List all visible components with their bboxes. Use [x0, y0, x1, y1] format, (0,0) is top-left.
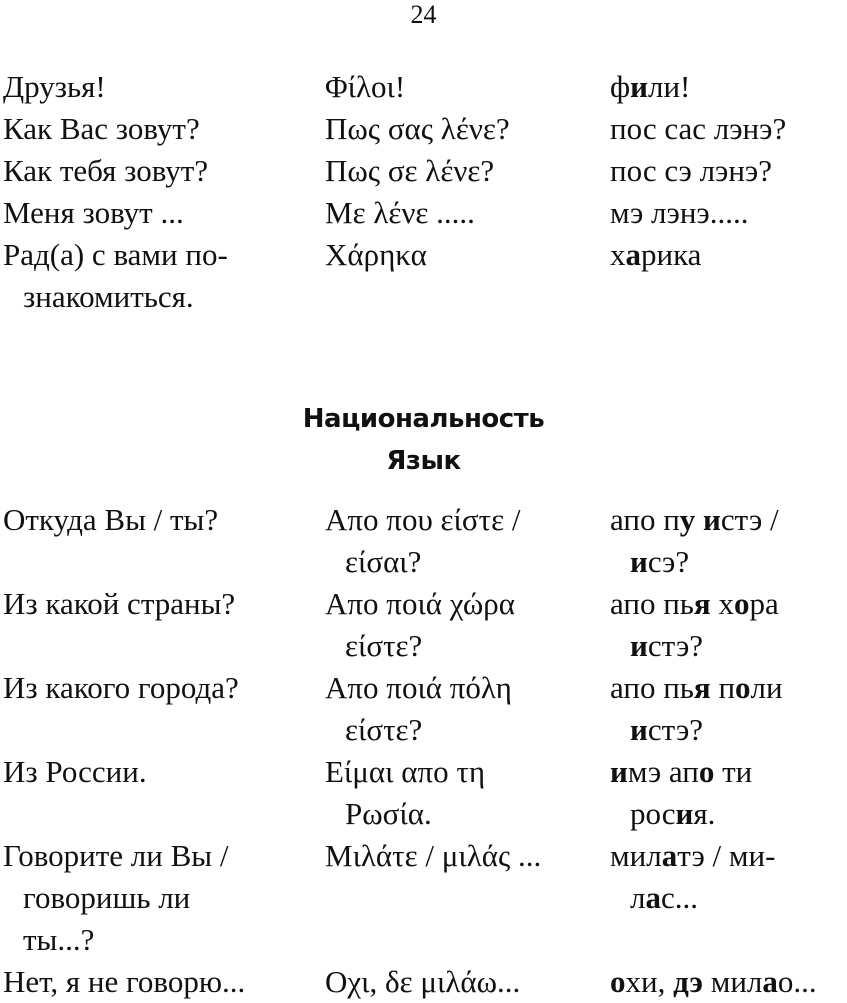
russian-phrase [3, 835, 303, 961]
transcription [610, 108, 847, 150]
greek-phrase [325, 150, 595, 192]
stressed-syllable: о [733, 586, 750, 621]
greek-phrase-line: Απο ποιά χώρα [325, 586, 515, 621]
stressed-syllable: дэ [673, 964, 703, 999]
transcription [610, 961, 847, 1003]
russian-phrase [3, 667, 303, 709]
russian-phrase [3, 66, 303, 108]
phrase-row [0, 108, 847, 150]
greek-phrase [325, 66, 595, 108]
greek-phrase-line: Είμαι απο τη [325, 754, 486, 789]
transcription-line: пос сас лэнэ? [610, 111, 787, 146]
russian-phrase-line: Рад(а) с вами по- [3, 237, 228, 272]
russian-phrase [3, 751, 303, 793]
stressed-syllable: и [703, 502, 721, 537]
stressed-syllable: и [675, 796, 694, 831]
stressed-syllable: я [693, 670, 711, 705]
transcription-line: истэ? [630, 712, 704, 747]
stressed-syllable: и [630, 628, 648, 663]
russian-phrase-line: знакомиться. [23, 279, 194, 314]
greek-phrase [325, 192, 595, 234]
stressed-syllable: о [735, 670, 751, 705]
greek-phrase-line: είστε? [345, 712, 423, 747]
russian-phrase-line: Из какого города? [3, 670, 239, 705]
russian-phrase-line: Как Вас зовут? [3, 111, 200, 146]
transcription-line: росия. [630, 796, 716, 831]
transcription-line: охи, дэ милао... [610, 964, 817, 999]
russian-phrase [3, 108, 303, 150]
stressed-syllable: у [679, 502, 696, 537]
stressed-syllable: а [625, 237, 641, 272]
greek-phrase-line: Χάρηκα [325, 237, 427, 272]
transcription [610, 66, 847, 108]
greek-phrase [325, 835, 595, 877]
greek-phrase-line: Μιλάτε / μιλάς ... [325, 838, 542, 873]
greek-phrase-line: Απο ποιά πόλη [325, 670, 512, 705]
transcription [610, 234, 847, 276]
stressed-syllable: и [610, 754, 628, 789]
transcription-line: милатэ / ми- [610, 838, 776, 873]
phrase-row [0, 150, 847, 192]
russian-phrase-line: Из какой страны? [3, 586, 236, 621]
russian-phrase-line: Говорите ли Вы / [3, 838, 229, 873]
greek-phrase-line: είστε? [345, 628, 423, 663]
russian-phrase [3, 234, 303, 318]
stressed-syllable: и [630, 544, 648, 579]
russian-phrase [3, 192, 303, 234]
phrase-row [0, 751, 847, 835]
greek-phrase-line: Οχι, δε μιλάω... [325, 964, 521, 999]
transcription [610, 583, 847, 667]
greek-phrase-line: Πως σας λένε? [325, 111, 510, 146]
greek-phrase [325, 234, 595, 276]
russian-phrase-line: ты...? [23, 922, 95, 957]
greek-phrase [325, 751, 595, 835]
phrase-row [0, 583, 847, 667]
stressed-syllable: я [693, 586, 711, 621]
russian-phrase-line: Друзья! [3, 69, 106, 104]
greek-phrase [325, 961, 595, 1003]
greek-phrase-line: Με λένε ..... [325, 195, 475, 230]
phrase-row [0, 499, 847, 583]
russian-phrase-line: говоришь ли [23, 880, 191, 915]
transcription [610, 499, 847, 583]
greek-phrase [325, 108, 595, 150]
transcription-line: истэ? [630, 628, 704, 663]
section-heading [0, 398, 847, 482]
transcription-line: пос сэ лэнэ? [610, 153, 772, 188]
stressed-syllable: а [762, 964, 778, 999]
russian-phrase-line: Меня зовут ... [3, 195, 184, 230]
greek-phrase [325, 667, 595, 751]
transcription-line: харика [610, 237, 702, 272]
transcription-line: мэ лэнэ..... [610, 195, 749, 230]
greek-phrase-line: Απο που είστε / [325, 502, 521, 537]
russian-phrase [3, 583, 303, 625]
stressed-syllable: а [645, 880, 661, 915]
russian-phrase-line: Из России. [3, 754, 147, 789]
transcription-line: апо пья хора [610, 586, 779, 621]
greek-phrase [325, 499, 595, 583]
russian-phrase [3, 499, 303, 541]
greek-phrase-line: Ρωσία. [345, 796, 432, 831]
transcription [610, 192, 847, 234]
greek-phrase-line: είσαι? [345, 544, 422, 579]
russian-phrase-line: Как тебя зовут? [3, 153, 209, 188]
phrase-row [0, 667, 847, 751]
transcription-line: лас... [630, 880, 698, 915]
phrase-row [0, 234, 847, 318]
transcription-line: исэ? [630, 544, 690, 579]
heading-language: Язык [386, 446, 461, 476]
transcription [610, 150, 847, 192]
russian-phrase [3, 961, 303, 1003]
transcription-line: апо пья поли [610, 670, 783, 705]
transcription [610, 751, 847, 835]
transcription-line: апо пу истэ / [610, 502, 779, 537]
phrase-row [0, 961, 847, 1003]
transcription-line: фили! [610, 69, 691, 104]
stressed-syllable: о [698, 754, 715, 789]
phrase-row [0, 192, 847, 234]
russian-phrase [3, 150, 303, 192]
transcription [610, 667, 847, 751]
russian-phrase-line: Нет, я не говорю... [3, 964, 246, 999]
phrase-row [0, 66, 847, 108]
stressed-syllable: и [630, 69, 648, 104]
page-number: 24 [410, 0, 437, 29]
russian-phrase-line: Откуда Вы / ты? [3, 502, 219, 537]
stressed-syllable: и [630, 712, 648, 747]
heading-nationality: Национальность [302, 404, 545, 434]
transcription-line: имэ апо ти [610, 754, 753, 789]
greek-phrase [325, 583, 595, 667]
greek-phrase-line: Φίλοι! [325, 69, 406, 104]
phrase-row [0, 835, 847, 961]
stressed-syllable: а [661, 838, 678, 873]
stressed-syllable: о [610, 964, 626, 999]
transcription [610, 835, 847, 919]
greek-phrase-line: Πως σε λένε? [325, 153, 495, 188]
